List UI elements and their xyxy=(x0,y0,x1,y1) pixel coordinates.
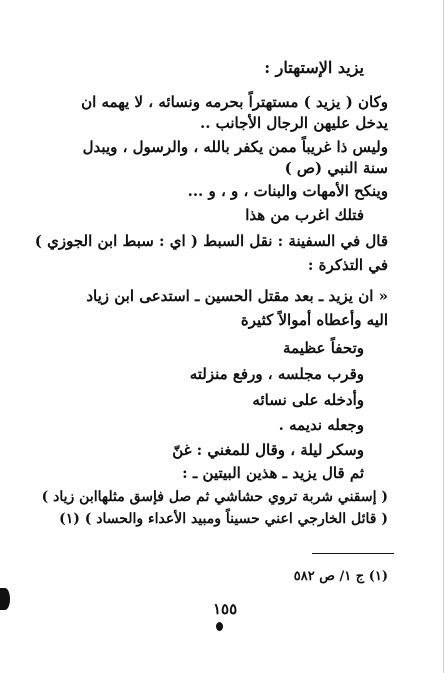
text-line: وكان ( يزيد ) مستهتراً بحرمه ونسائه ، لا يهمه ان xyxy=(81,93,388,111)
text-line: وينكح الأمهات والبنات ، و ، و ... xyxy=(187,182,388,200)
page-edge xyxy=(443,0,444,673)
text-line: وقرب مجلسه ، ورفع منزلته xyxy=(189,365,364,383)
text-line: ثم قال يزيد ـ هذين البيتين ـ : xyxy=(182,464,364,482)
verse-line: ( إسقني شربة تروي حشاشي ثم صل فإسق مثلهاابن زياد ) xyxy=(41,489,388,505)
text-line: وأدخله على نسائه xyxy=(252,391,364,409)
scan-edge-mark xyxy=(0,588,10,610)
verse-line: ( قائل الخارجي اعني حسيناً ومبيد الأعداء والحساد ) (١) xyxy=(59,511,388,527)
text-line: اليه وأعطاه أموالاً كثيرة xyxy=(240,311,388,329)
ink-blot-mark xyxy=(216,622,223,631)
text-line: وليس ذا غريباً ممن يكفر بالله ، والرسول ، ويبدل xyxy=(82,138,388,156)
text-line: سنة النبي (ص ) xyxy=(284,159,388,177)
text-line: يدخل عليهن الرجال الأجانب .. xyxy=(199,114,388,132)
page-number: ١٥٥ xyxy=(213,600,238,618)
text-line: وسكر ليلة ، وقال للمغني : غنّ xyxy=(172,441,364,459)
text-line: وتحفاً عظيمة xyxy=(283,339,364,357)
text-line: « ان يزيد ـ بعد مقتل الحسين ـ استدعى ابن زياد xyxy=(86,287,388,305)
section-heading: يزيد الإستهتار : xyxy=(264,58,364,77)
text-line: في التذكرة : xyxy=(307,256,388,274)
text-line: فتلك اغرب من هذا xyxy=(245,206,364,224)
footnote-divider xyxy=(312,553,394,554)
footnote: (١) ج ١/ ص ٥٨٢ xyxy=(293,569,388,584)
text-line: قال في السفينة : نقل السبط ( اي : سبط ابن الجوزي ) xyxy=(34,232,388,250)
text-line: وجعله نديمه . xyxy=(278,416,364,434)
